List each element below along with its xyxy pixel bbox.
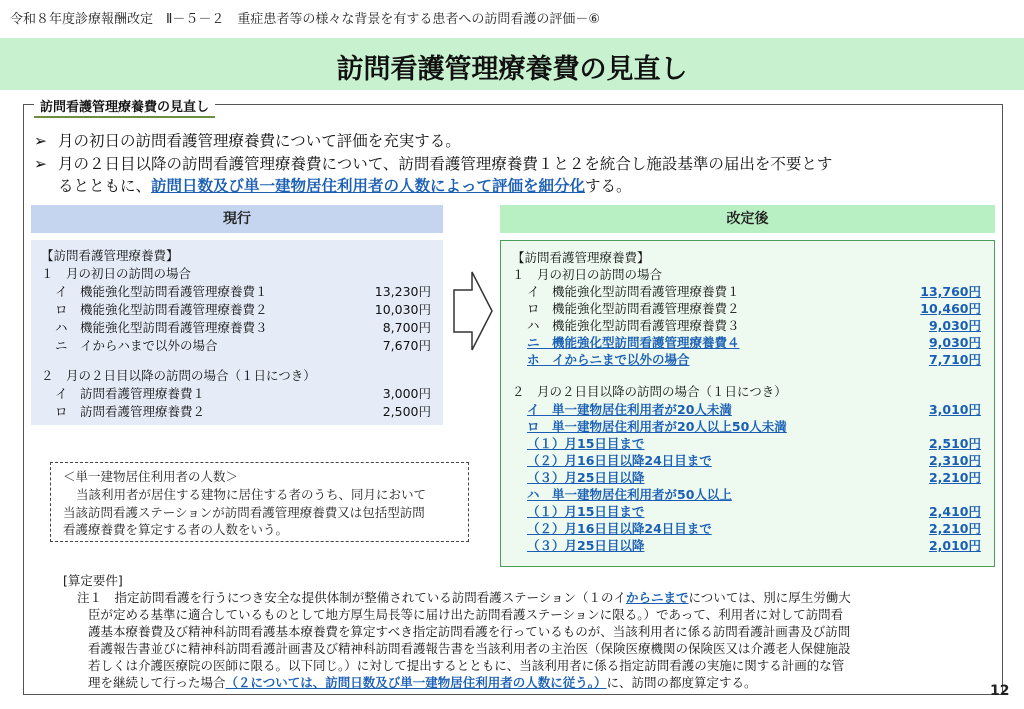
- requirements-text: 注１ 指定訪問看護を行うにつき安全な提供体制が整備されている訪問看護ステーション（１のイ: [77, 590, 627, 605]
- requirements-line-6: [88, 673, 757, 691]
- requirements-line-2: 臣が定める基準に適合しているものとして地方厚生局長等に届け出た訪問看護ステーションに限る。）であって、利用者に対して訪問看: [88, 607, 844, 622]
- current-s1-amount: 10,030円: [374, 302, 431, 317]
- current-s1-item: ロ 機能強化型訪問看護管理療養費２: [55, 302, 268, 317]
- revised-s1-item: ハ 機能強化型訪問看護管理療養費３: [527, 318, 740, 333]
- bullet-1-text: 月の初日の訪問看護管理療養費について評価を充実する。: [58, 132, 461, 150]
- revised-s2-item: イ 単一建物居住利用者が20人未満: [527, 402, 732, 417]
- revised-s1-item: ロ 機能強化型訪問看護管理療養費２: [527, 301, 740, 316]
- revised-s2-amount: 2,010円: [928, 538, 981, 553]
- revised-header: 改定後: [500, 205, 995, 233]
- requirements-line-3: 護基本療養費及び精神科訪問看護基本療養費を算定すべき指定訪問看護を行っているものが、当該利用者に係る訪問看護計画書及び訪問: [88, 624, 851, 639]
- definition-note: [50, 462, 469, 542]
- revised-s2-item: （３）月25日目以降: [527, 470, 645, 485]
- revised-s1: １ 月の初日の訪問の場合: [512, 267, 663, 282]
- revised-s2-amount: 2,310円: [928, 453, 981, 468]
- current-s1-amount: 7,670円: [382, 338, 431, 353]
- current-s2-amount: 3,000円: [382, 386, 431, 401]
- revised-s2-item: （１）月15日目まで: [527, 504, 645, 519]
- current-s1-item: ニ イからハまで以外の場合: [55, 338, 218, 353]
- requirements-title: [算定要件]: [63, 573, 123, 588]
- bullet-2-text-line1: 月の２日目以降の訪問看護管理療養費について、訪問看護管理療養費１と２を統合し施設基準の届出を不要とす: [58, 155, 833, 173]
- page-number: 12: [990, 683, 1010, 699]
- revised-s2-item: （１）月15日目まで: [527, 436, 645, 451]
- page-title: 訪問看護管理療養費の見直し: [336, 54, 688, 85]
- current-s1-item: イ 機能強化型訪問看護管理療養費１: [55, 284, 268, 299]
- arrow-right-icon: [452, 268, 494, 354]
- current-s1: １ 月の初日の訪問の場合: [41, 266, 192, 281]
- slide-header: 令和８年度診療報酬改定 Ⅱ－５－２ 重症患者等の様々な背景を有する患者への訪問看護の評価－⑥: [10, 12, 601, 27]
- current-s1-item: ハ 機能強化型訪問看護管理療養費３: [55, 320, 268, 335]
- revised-s2-item: ロ 単一建物居住利用者が20人以上50人未満: [527, 419, 787, 434]
- bullet-1: [34, 131, 461, 152]
- current-s1-amount: 8,700円: [382, 320, 431, 335]
- current-s1-amount: 13,230円: [374, 284, 431, 299]
- current-box: [31, 240, 443, 425]
- revised-s1-amount: 10,460円: [920, 301, 981, 316]
- note-line: 当該利用者が居住する建物に居住する者のうち、同月において: [76, 487, 427, 502]
- revised-s2-amount: 3,010円: [928, 402, 981, 417]
- revised-s2-amount: 2,510円: [928, 436, 981, 451]
- revised-s2-amount: 2,410円: [928, 504, 981, 519]
- note-line: 看護療養費を算定する者の人数をいう。: [63, 522, 289, 537]
- bullet-2-text-post: する。: [585, 177, 632, 195]
- revised-s2-amount: 2,210円: [928, 470, 981, 485]
- arrow-bullet-icon: ➢: [34, 155, 47, 173]
- bullet-2-emphasis: 訪問日数及び単一建物居住利用者の人数によって評価を細分化: [151, 177, 586, 195]
- current-s2: ２ 月の２日目以降の訪問の場合（１日につき）: [41, 368, 316, 383]
- revised-s2: ２ 月の２日目以降の訪問の場合（１日につき）: [512, 384, 787, 399]
- requirements-line-1: [77, 588, 851, 606]
- current-s2-item: イ 訪問看護管理療養費１: [55, 386, 206, 401]
- requirements-text: に、訪問の都度算定する。: [606, 675, 757, 690]
- requirements-emphasis: からニまで: [626, 590, 689, 605]
- requirements-text: については、別に厚生労働大: [688, 590, 851, 605]
- revised-s1-amount: 7,710円: [928, 352, 981, 367]
- current-s2-amount: 2,500円: [382, 404, 431, 419]
- requirements-text: 理を継続して行った場合: [88, 675, 226, 690]
- revised-s1-item: ホ イからニまで以外の場合: [527, 352, 690, 367]
- bullet-2-text-pre: るとともに、: [58, 177, 152, 195]
- revised-box: [500, 240, 995, 567]
- revised-s2-item: （３）月25日目以降: [527, 538, 645, 553]
- current-title: 【訪問看護管理療養費】: [41, 248, 179, 263]
- arrow-bullet-icon: ➢: [34, 132, 47, 150]
- revised-s1-amount: 9,030円: [928, 318, 981, 333]
- requirements-emphasis: （２については、訪問日数及び単一建物居住利用者の人数に従う。）: [225, 675, 607, 690]
- bullet-2-line2: [58, 176, 632, 197]
- frame-label: 訪問看護管理療養費の見直し: [34, 95, 215, 118]
- title-bar: [0, 38, 1024, 90]
- revised-title: 【訪問看護管理療養費】: [512, 250, 650, 265]
- note-line: 当該訪問看護ステーションが訪問看護管理療養費又は包括型訪問: [63, 505, 425, 520]
- current-s2-item: ロ 訪問看護管理療養費２: [55, 404, 206, 419]
- current-header: 現行: [31, 205, 443, 233]
- revised-s2-item: （２）月16日目以降24日目まで: [527, 521, 712, 536]
- revised-s2-amount: 2,210円: [928, 521, 981, 536]
- revised-s2-item: ハ 単一建物居住利用者が50人以上: [527, 487, 732, 502]
- revised-s2-item: （２）月16日目以降24日目まで: [527, 453, 712, 468]
- note-title: ＜単一建物居住利用者の人数＞: [63, 469, 239, 484]
- revised-s1-item: ニ 機能強化型訪問看護管理療養費４: [527, 335, 740, 350]
- requirements-line-4: 看護報告書並びに精神科訪問看護計画書及び精神科訪問看護報告書を当該利用者の主治医（保険医療機関の保険医又は介護老人保健施設: [88, 641, 851, 656]
- revised-s1-amount: 9,030円: [928, 335, 981, 350]
- bullet-2: [34, 154, 832, 175]
- revised-s1-amount: 13,760円: [920, 284, 981, 299]
- revised-s1-item: イ 機能強化型訪問看護管理療養費１: [527, 284, 740, 299]
- requirements-line-5: 若しくは介護医療院の医師に限る。以下同じ。）に対して提出するとともに、当該利用者に係る指定訪問看護の実施に関する計画的な管: [88, 658, 845, 673]
